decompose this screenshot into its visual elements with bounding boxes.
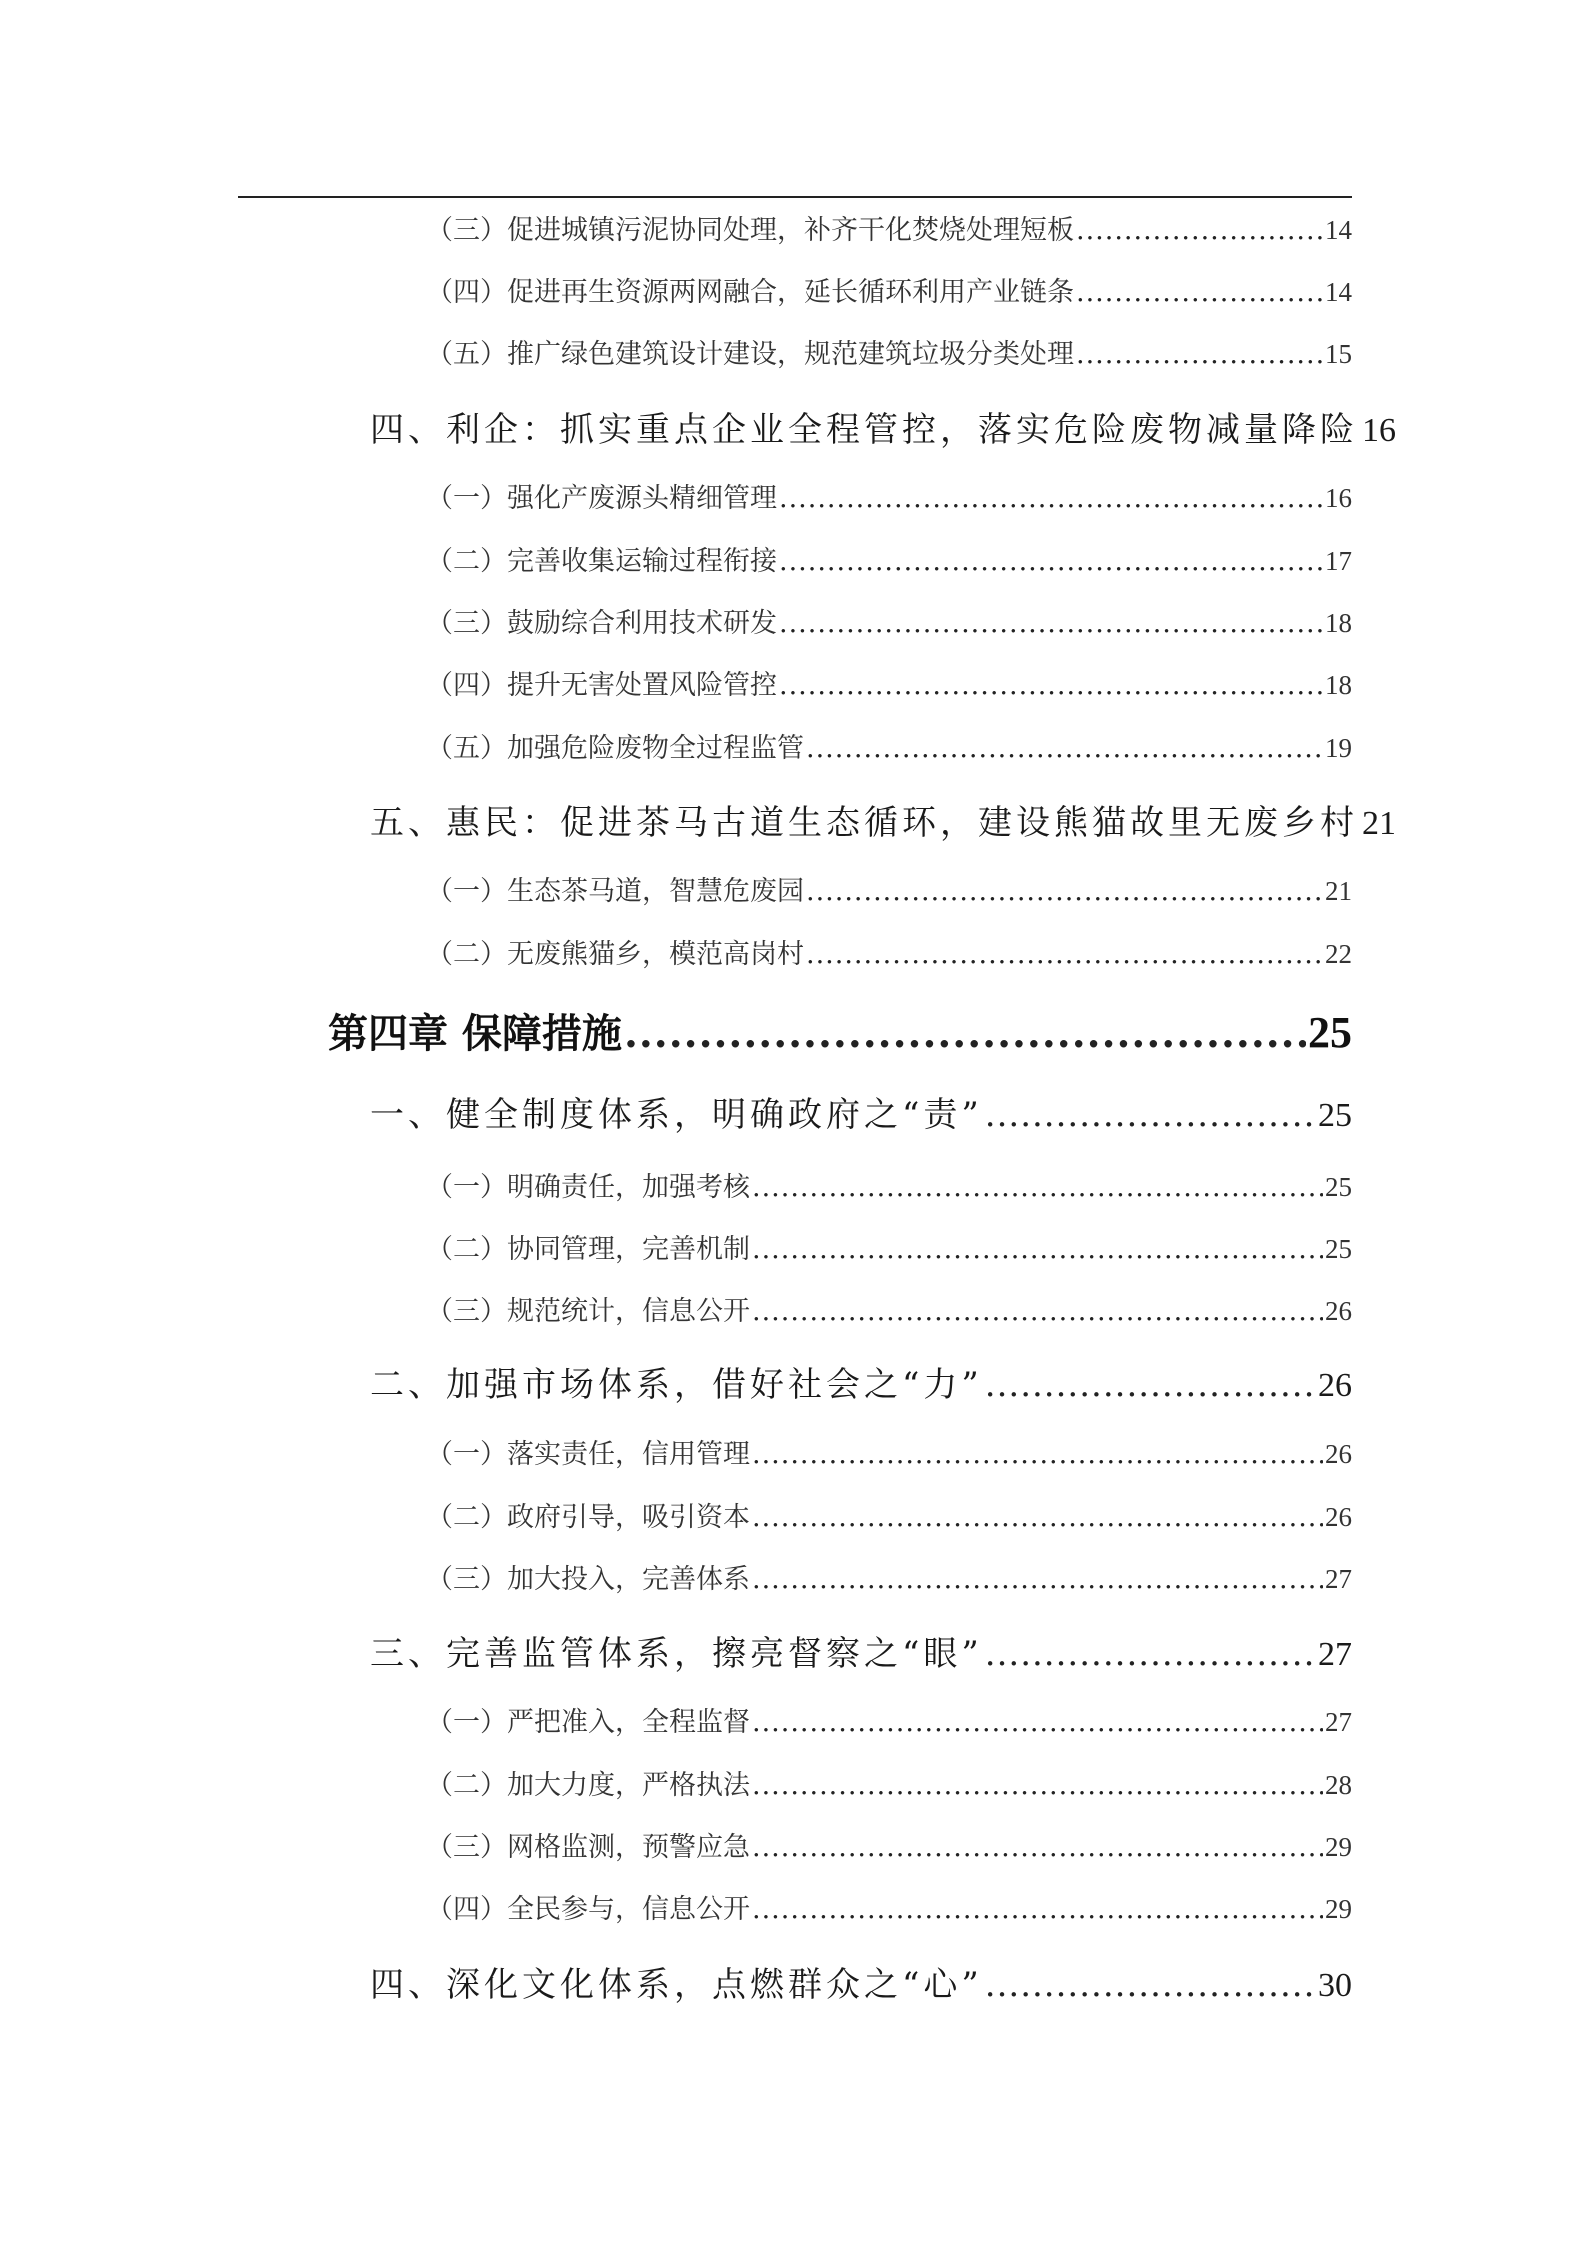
toc-page-number: 16 <box>1362 412 1396 449</box>
dot-leader <box>752 1439 1323 1470</box>
toc-entry[interactable] <box>370 1626 1352 1675</box>
dot-leader <box>779 546 1323 577</box>
dot-leader <box>806 939 1323 970</box>
dot-leader <box>1076 215 1323 246</box>
toc-entry[interactable] <box>370 402 1396 451</box>
toc-page-number: 21 <box>1362 805 1396 842</box>
toc-page-number: 30 <box>1318 1967 1352 2004</box>
toc-entry[interactable] <box>370 795 1396 844</box>
toc-entry-title: 一、健全制度体系，明确政府之“责” <box>370 1095 983 1135</box>
dot-leader <box>752 1234 1323 1265</box>
toc-entry-title: （一）严把准入，全程监督 <box>426 1707 750 1738</box>
toc-page-number: 25 <box>1318 1097 1352 1134</box>
dot-leader <box>624 1010 1306 1057</box>
dot-leader <box>752 1832 1323 1863</box>
toc-entry[interactable] <box>370 1357 1352 1406</box>
toc-entry-title: （四）全民参与，信息公开 <box>426 1894 750 1925</box>
toc-page-number: 14 <box>1325 215 1352 245</box>
toc-entry-title: （三）规范统计，信息公开 <box>426 1296 750 1327</box>
header-rule <box>238 196 1352 198</box>
toc-page-number: 26 <box>1325 1502 1352 1532</box>
toc-page-number: 27 <box>1325 1707 1352 1737</box>
toc-entry[interactable] <box>426 332 1352 371</box>
toc-page-number: 14 <box>1325 277 1352 307</box>
toc-entry[interactable] <box>426 476 1352 515</box>
toc-page-number: 22 <box>1325 939 1352 969</box>
toc-entry[interactable] <box>426 1763 1352 1802</box>
toc-page-number: 25 <box>1308 1008 1352 1057</box>
toc-entry[interactable] <box>426 1700 1352 1739</box>
toc-entry-title: （二）政府引导，吸引资本 <box>426 1502 750 1533</box>
toc-page-number: 18 <box>1325 670 1352 700</box>
toc-entry-title: （二）协同管理，完善机制 <box>426 1234 750 1265</box>
toc-entry-title: 第四章 保障措施 <box>328 1010 622 1057</box>
dot-leader <box>1076 339 1323 370</box>
toc-entry-title: （三）鼓励综合利用技术研发 <box>426 608 777 639</box>
dot-leader <box>752 1564 1323 1595</box>
toc-page-number: 25 <box>1325 1234 1352 1264</box>
dot-leader <box>779 608 1323 639</box>
toc-page-number: 28 <box>1325 1770 1352 1800</box>
dot-leader <box>752 1502 1323 1533</box>
dot-leader <box>985 1634 1316 1674</box>
toc-entry-title: （三）加大投入，完善体系 <box>426 1564 750 1595</box>
toc-entry[interactable] <box>426 270 1352 309</box>
dot-leader <box>752 1296 1323 1327</box>
toc-entry[interactable] <box>426 1227 1352 1266</box>
toc-page-number: 26 <box>1325 1296 1352 1326</box>
toc-entry[interactable] <box>426 663 1352 702</box>
dot-leader <box>806 733 1323 764</box>
toc-entry[interactable] <box>370 1087 1352 1136</box>
dot-leader <box>752 1770 1323 1801</box>
toc-page-number: 29 <box>1325 1832 1352 1862</box>
toc-entry[interactable] <box>426 208 1352 247</box>
toc-entry[interactable] <box>426 601 1352 640</box>
dot-leader <box>779 670 1323 701</box>
toc-entry[interactable] <box>426 1289 1352 1328</box>
toc-entry-title: （三）促进城镇污泥协同处理，补齐干化焚烧处理短板 <box>426 215 1074 246</box>
toc-entry-title: 四、利企：抓实重点企业全程管控，落实危险废物减量降险 <box>370 410 1358 450</box>
toc-entry-title: （一）强化产废源头精细管理 <box>426 483 777 514</box>
dot-leader <box>779 483 1323 514</box>
toc-entry-title: （三）网格监测，预警应急 <box>426 1832 750 1863</box>
dot-leader <box>806 876 1323 907</box>
toc-entry[interactable] <box>328 1002 1352 1059</box>
toc-entry-title: （二）加大力度，严格执法 <box>426 1770 750 1801</box>
toc-entry[interactable] <box>426 869 1352 908</box>
toc-entry-title: （二）无废熊猫乡，模范高岗村 <box>426 939 804 970</box>
toc-page-number: 26 <box>1318 1367 1352 1404</box>
toc-page-number: 21 <box>1325 876 1352 906</box>
toc-entry-title: 二、加强市场体系，借好社会之“力” <box>370 1365 983 1405</box>
toc-page-number: 26 <box>1325 1439 1352 1469</box>
toc-entry-title: （四）提升无害处置风险管控 <box>426 670 777 701</box>
toc-entry[interactable] <box>426 539 1352 578</box>
dot-leader <box>752 1172 1323 1203</box>
toc-entry[interactable] <box>426 932 1352 971</box>
toc-entry-title: （一）明确责任，加强考核 <box>426 1172 750 1203</box>
toc-page-number: 15 <box>1325 339 1352 369</box>
toc-entry-title: （一）落实责任，信用管理 <box>426 1439 750 1470</box>
dot-leader <box>752 1894 1323 1925</box>
toc-entry-title: （一）生态茶马道，智慧危废园 <box>426 876 804 907</box>
toc-entry[interactable] <box>370 1957 1352 2006</box>
toc-entry-title: 五、惠民：促进茶马古道生态循环，建设熊猫故里无废乡村 <box>370 803 1358 843</box>
toc-entry[interactable] <box>426 1432 1352 1471</box>
toc-entry[interactable] <box>426 1557 1352 1596</box>
toc-entry-title: 三、完善监管体系，擦亮督察之“眼” <box>370 1634 983 1674</box>
toc-entry[interactable] <box>426 726 1352 765</box>
toc-entry-title: （二）完善收集运输过程衔接 <box>426 546 777 577</box>
dot-leader <box>985 1365 1316 1405</box>
toc-page-number: 27 <box>1318 1636 1352 1673</box>
toc-entry[interactable] <box>426 1495 1352 1534</box>
toc-entry-title: 四、深化文化体系，点燃群众之“心” <box>370 1965 983 2005</box>
dot-leader <box>752 1707 1323 1738</box>
toc-entry[interactable] <box>426 1825 1352 1864</box>
toc-page-number: 25 <box>1325 1172 1352 1202</box>
dot-leader <box>985 1095 1316 1135</box>
toc-entry-title: （五）推广绿色建筑设计建设，规范建筑垃圾分类处理 <box>426 339 1074 370</box>
dot-leader <box>985 1965 1316 2005</box>
dot-leader <box>1076 277 1323 308</box>
toc-entry-title: （四）促进再生资源两网融合，延长循环利用产业链条 <box>426 277 1074 308</box>
toc-page-number: 27 <box>1325 1564 1352 1594</box>
toc-page-number: 17 <box>1325 546 1352 576</box>
toc-page-number: 16 <box>1325 483 1352 513</box>
toc-entry-title: （五）加强危险废物全过程监管 <box>426 733 804 764</box>
toc-page-number: 19 <box>1325 733 1352 763</box>
toc-page-number: 18 <box>1325 608 1352 638</box>
toc-entry[interactable] <box>426 1165 1352 1204</box>
toc-entry[interactable] <box>426 1887 1352 1926</box>
toc-page-number: 29 <box>1325 1894 1352 1924</box>
